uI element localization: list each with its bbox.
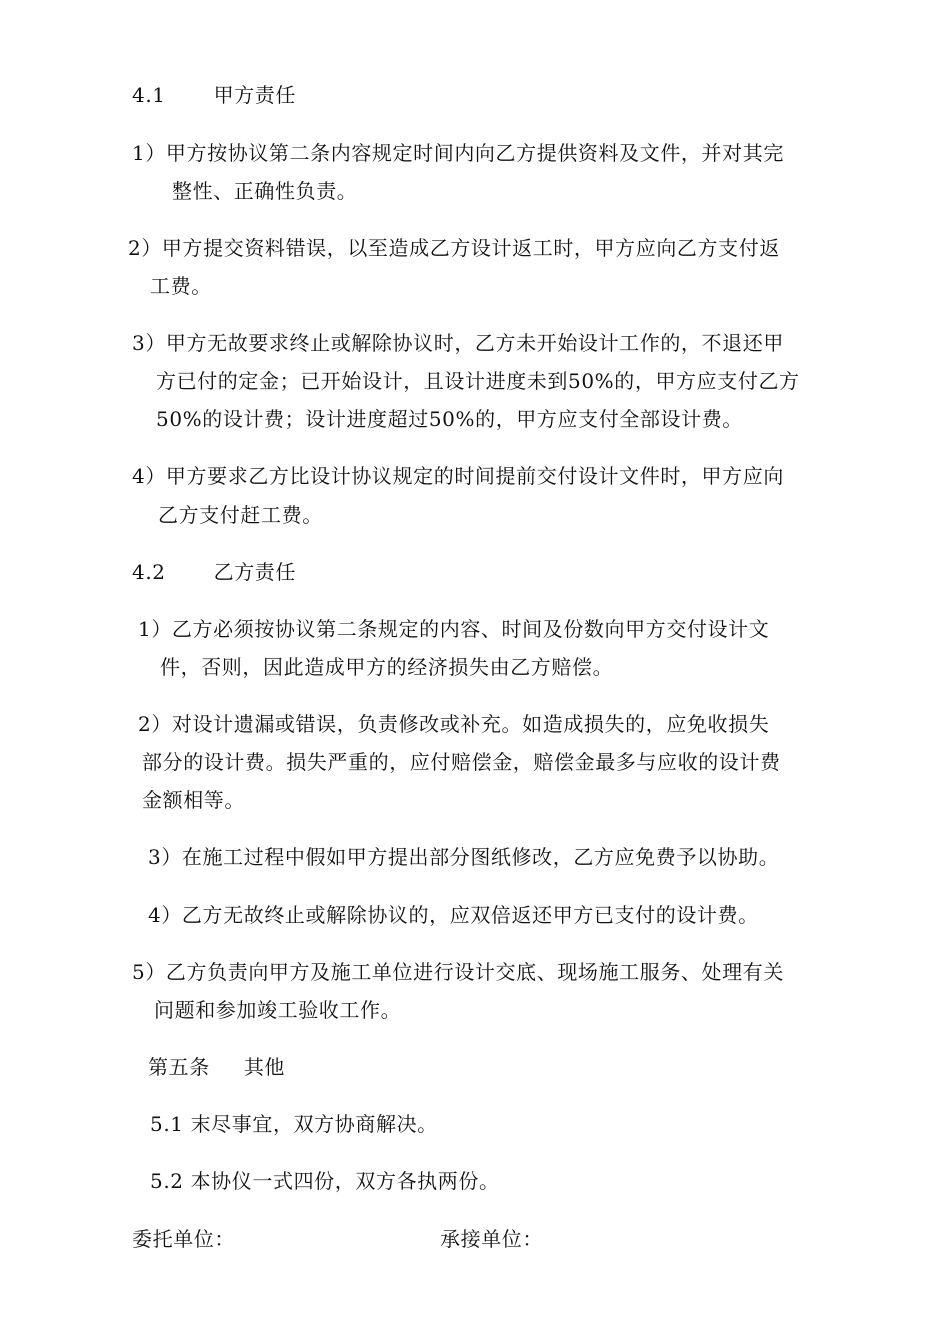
contractor-signature-label: 承接单位： xyxy=(440,1227,543,1251)
section-heading-4-1 xyxy=(132,76,296,114)
clause-line: 4）乙方无故终止或解除协议的，应双倍返还甲方已支付的设计费。 xyxy=(148,903,759,927)
clause-line: 4）甲方要求乙方比设计协议规定的时间提前交付设计文件时，甲方应向 xyxy=(132,464,784,488)
clause-line: 金额相等。 xyxy=(142,788,245,812)
clause-line: 2）甲方提交资料错误，以至造成乙方设计返工时，甲方应向乙方支付返 xyxy=(128,236,780,260)
article-label: 第五条 xyxy=(148,1055,210,1079)
section-heading-4-2 xyxy=(132,553,296,591)
clause-line: 5.1 末尽事宜，双方协商解决。 xyxy=(150,1112,438,1136)
clause-line: 2）对设计遗漏或错误，负责修改或补充。如造成损失的，应免收损失 xyxy=(138,712,770,736)
clause-line: 3）甲方无故要求终止或解除协议时，乙方未开始设计工作的，不退还甲 xyxy=(132,331,784,355)
clause-line: 5）乙方负责向甲方及施工单位进行设计交底、现场施工服务、处理有关 xyxy=(132,960,784,984)
article-title: 其他 xyxy=(243,1055,286,1079)
clause-line: 件，否则，因此造成甲方的经济损失由乙方赔偿。 xyxy=(160,655,614,679)
article-heading-5 xyxy=(148,1048,285,1086)
clause-line: 1）甲方按协议第二条内容规定时间内向乙方提供资料及文件，并对其完 xyxy=(132,141,784,165)
client-signature-label: 委托单位： xyxy=(132,1227,235,1251)
clause-line: 方已付的定金；已开始设计，且设计进度未到50%的，甲方应支付乙方 xyxy=(156,369,800,393)
clause-line: 5.2 本协仪一式四份，双方各执两份。 xyxy=(150,1169,500,1193)
clause-line: 工费。 xyxy=(150,274,212,298)
clause-line: 乙方支付赶工费。 xyxy=(158,503,323,527)
clause-line: 部分的设计费。损失严重的，应付赔偿金，赔偿金最多与应收的设计费 xyxy=(142,750,781,774)
section-number: 4.2 xyxy=(132,560,166,584)
section-title: 甲方责任 xyxy=(213,83,297,107)
clause-line: 1）乙方必须按协议第二条规定的内容、时间及份数向甲方交付设计文 xyxy=(138,617,770,641)
section-title: 乙方责任 xyxy=(213,560,297,584)
clause-line: 问题和参加竣工验收工作。 xyxy=(154,998,402,1022)
clause-line: 整性、正确性负责。 xyxy=(172,179,358,203)
clause-line: 50%的设计费；设计进度超过50%的，甲方应支付全部设计费。 xyxy=(156,407,743,431)
clause-line: 3）在施工过程中假如甲方提出部分图纸修改，乙方应免费予以协助。 xyxy=(148,845,780,869)
section-number: 4.1 xyxy=(132,83,166,107)
